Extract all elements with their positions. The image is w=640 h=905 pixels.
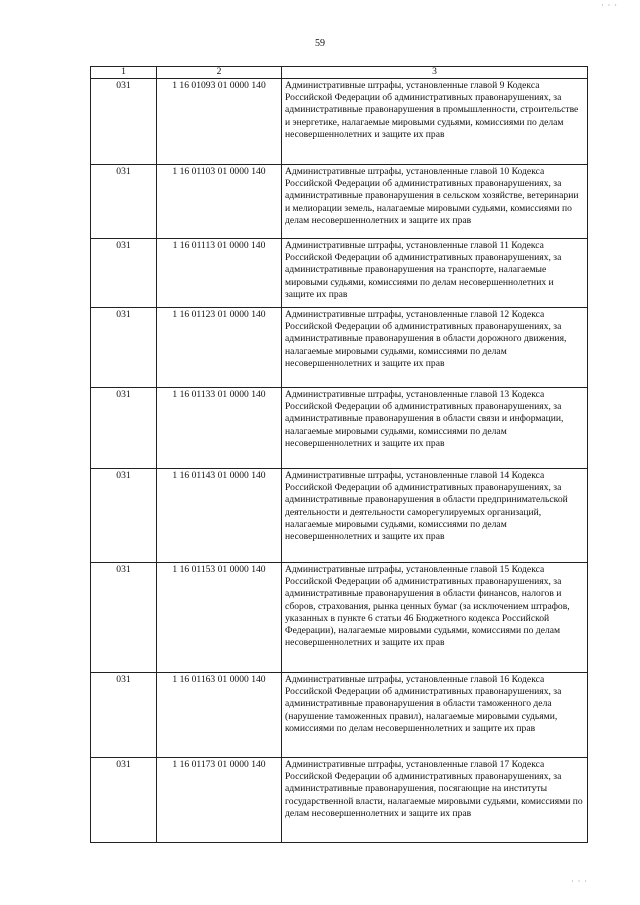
- table-row: [91, 308, 588, 388]
- description-cell: Административные штрафы, установленные главой 15 Кодекса Российской Федерации об административных правонарушениях, за административные правонарушения в области финансов, налогов и сборов, страхования, рынка ценных бумаг (за исключением штрафов, указанных в пункте 6 статьи 46 Бюджетного кодекса Российской Федерации), налагаемые мировыми судьями, комиссиями по делам несовершеннолетних и защите их прав: [282, 563, 588, 673]
- revenue-code-cell: 1 16 01143 01 0000 140: [157, 469, 282, 563]
- column-header-1: 1: [91, 67, 157, 79]
- revenue-code-cell: 1 16 01133 01 0000 140: [157, 388, 282, 469]
- description-cell: Административные штрафы, установленные главой 17 Кодекса Российской Федерации об административных правонарушениях, за административные правонарушения, посягающие на институты государственной власти, налагаемые мировыми судьями, комиссиями по делам несовершеннолетних и защите их прав: [282, 758, 588, 843]
- column-header-2: 2: [157, 67, 282, 79]
- table-row: [91, 165, 588, 239]
- revenue-code-cell: 1 16 01163 01 0000 140: [157, 673, 282, 758]
- description-cell: Административные штрафы, установленные главой 14 Кодекса Российской Федерации об административных правонарушениях, за административные правонарушения в области предпринимательской деятельности и деятельности саморегулируемых организаций, налагаемые мировыми судьями, комиссиями по делам несовершеннолетних и защите их прав: [282, 469, 588, 563]
- page-number: 59: [315, 38, 325, 49]
- admin-code-cell: 031: [91, 388, 157, 469]
- description-cell: Административные штрафы, установленные главой 11 Кодекса Российской Федерации об административных правонарушениях, за административные правонарушения на транспорте, налагаемые мировыми судьями, комиссиями по делам несовершеннолетних и защите их прав: [282, 239, 588, 308]
- description-cell: Административные штрафы, установленные главой 10 Кодекса Российской Федерации об административных правонарушениях, за административные правонарушения в сельском хозяйстве, ветеринарии и мелиорации земель, налагаемые мировыми судьями, комиссиями по делам несовершеннолетних и защите их прав: [282, 165, 588, 239]
- admin-code-cell: 031: [91, 239, 157, 308]
- revenue-code-cell: 1 16 01093 01 0000 140: [157, 79, 282, 165]
- revenue-code-cell: 1 16 01123 01 0000 140: [157, 308, 282, 388]
- admin-code-cell: 031: [91, 673, 157, 758]
- admin-code-cell: 031: [91, 758, 157, 843]
- admin-code-cell: 031: [91, 563, 157, 673]
- scan-mark-bottom: · · ·: [571, 877, 588, 886]
- table-row: [91, 673, 588, 758]
- scan-mark-top: · · ·: [601, 1, 618, 10]
- description-cell: Административные штрафы, установленные главой 16 Кодекса Российской Федерации об административных правонарушениях, за административные правонарушения в области таможенного дела (нарушение таможенных правил), налагаемые мировыми судьями, комиссиями по делам несовершеннолетних и защите их прав: [282, 673, 588, 758]
- table-row: [91, 469, 588, 563]
- admin-code-cell: 031: [91, 79, 157, 165]
- table-row: [91, 563, 588, 673]
- admin-code-cell: 031: [91, 469, 157, 563]
- revenue-codes-table: [90, 66, 588, 843]
- table-row: [91, 388, 588, 469]
- table-row: [91, 758, 588, 843]
- description-cell: Административные штрафы, установленные главой 9 Кодекса Российской Федерации об административных правонарушениях, за административные правонарушения в промышленности, строительстве и энергетике, налагаемые мировыми судьями, комиссиями по делам несовершеннолетних и защите их прав: [282, 79, 588, 165]
- table-row: [91, 79, 588, 165]
- description-cell: Административные штрафы, установленные главой 12 Кодекса Российской Федерации об административных правонарушениях, за административные правонарушения в области дорожного движения, налагаемые мировыми судьями, комиссиями по делам несовершеннолетних и защите их прав: [282, 308, 588, 388]
- column-header-3: 3: [282, 67, 588, 79]
- admin-code-cell: 031: [91, 308, 157, 388]
- revenue-code-cell: 1 16 01153 01 0000 140: [157, 563, 282, 673]
- table-header-row: [91, 67, 588, 79]
- revenue-code-cell: 1 16 01173 01 0000 140: [157, 758, 282, 843]
- table-row: [91, 239, 588, 308]
- revenue-code-cell: 1 16 01113 01 0000 140: [157, 239, 282, 308]
- description-cell: Административные штрафы, установленные главой 13 Кодекса Российской Федерации об административных правонарушениях, за административные правонарушения в области связи и информации, налагаемые мировыми судьями, комиссиями по делам несовершеннолетних и защите их прав: [282, 388, 588, 469]
- revenue-code-cell: 1 16 01103 01 0000 140: [157, 165, 282, 239]
- admin-code-cell: 031: [91, 165, 157, 239]
